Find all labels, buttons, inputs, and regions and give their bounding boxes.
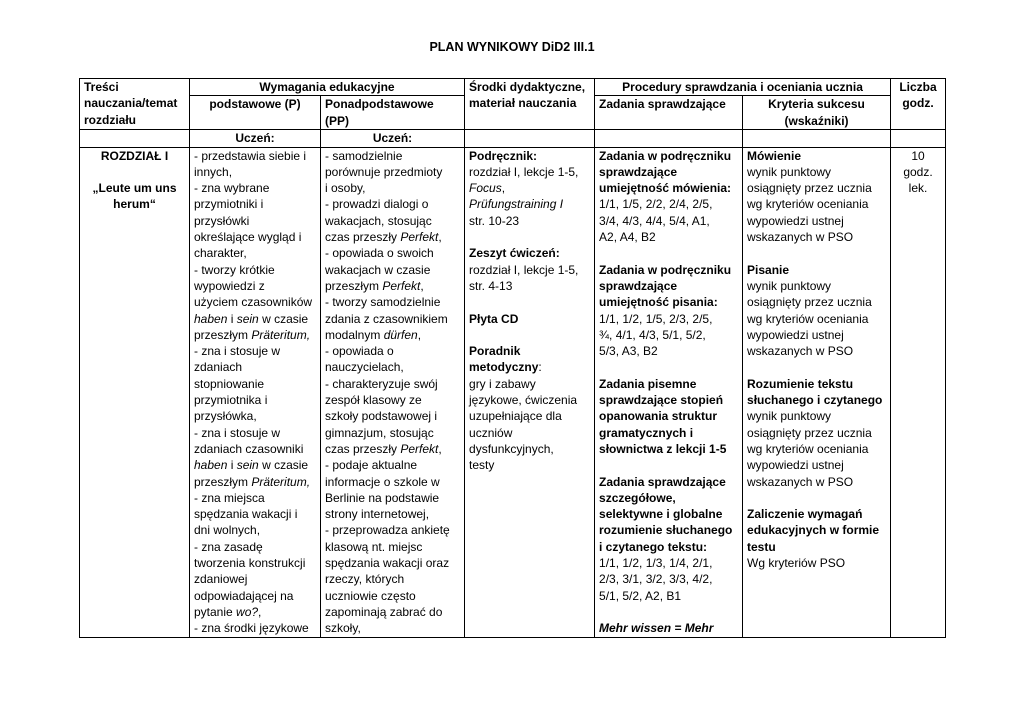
text-line: szczegółowe, (599, 490, 676, 505)
text-line: tworzenia konstrukcji (194, 556, 306, 571)
text-line: uczniowie często (325, 588, 416, 603)
text-line: - tworzy krótkie (194, 262, 275, 277)
text-line: wypowiedzi z (194, 278, 265, 293)
empty-cell (595, 130, 743, 147)
text-line (469, 327, 590, 343)
text-line: - charakteryzuje swój (325, 376, 438, 391)
text-line: przysłówka, (194, 409, 257, 424)
text-line: Rozumienie tekstu (747, 376, 854, 391)
text-line: modalnym dürfen, (325, 327, 422, 342)
text-line: wynik punktowy (747, 164, 832, 179)
header-procedury: Procedury sprawdzania i oceniania ucznia (595, 79, 891, 96)
text-line: haben i sein w czasie (194, 311, 309, 326)
text-line: umiejętność mówienia: (599, 181, 732, 196)
text-line: Berlinie na podstawie (325, 490, 440, 505)
page-title: PLAN WYNIKOWY DiD2 III.1 (429, 40, 595, 54)
text-line: zdaniach (194, 360, 243, 375)
uczen-label-pp: Uczeń: (321, 130, 465, 147)
text-line: wskazanych w PSO (747, 344, 854, 359)
text-line: 1/1, 1/2, 1/3, 1/4, 2/1, (599, 556, 713, 571)
text-line: przymiotnika i (194, 393, 268, 408)
text-line: nauczycielach, (325, 360, 404, 375)
text-line: sprawdzające stopień (599, 393, 724, 408)
text-line: - prowadzi dialogi o (325, 197, 429, 212)
text-line: Prüfungstraining I (469, 197, 564, 212)
kryteria-cell (743, 147, 891, 637)
text-line: - przeprowadza ankietę (325, 523, 450, 538)
text-line: rozdział I, lekcje 1-5, (469, 164, 579, 179)
text-line: użyciem czasowników (194, 295, 313, 310)
podstawowe-cell (190, 147, 321, 637)
header-srodki: Środki dydaktyczne, materiał nauczania (465, 79, 595, 130)
empty-cell (80, 130, 190, 147)
text-line: osiągnięty przez ucznia (747, 181, 872, 196)
text-line: Zadania sprawdzające (599, 474, 726, 489)
text-line: słuchanego i czytanego (747, 393, 883, 408)
text-line: i osoby, (325, 181, 366, 196)
text-line: dni wolnych, (194, 523, 261, 538)
text-line: testy (469, 458, 495, 473)
text-line: słownictwa z lekcji 1-5 (599, 441, 727, 456)
text-line: wskazanych w PSO (747, 230, 854, 245)
text-line: str. 10-23 (469, 213, 520, 228)
text-line: opanowania struktur (599, 409, 718, 424)
text-line: wg kryteriów oceniania (747, 441, 869, 456)
text-line: rozdział I, lekcje 1-5, (469, 262, 579, 277)
text-line: Zadania w podręczniku (599, 148, 732, 163)
text-line: przymiotniki i (194, 197, 264, 212)
text-line: - samodzielnie (325, 148, 403, 163)
text-line: metodyczny: (469, 360, 542, 375)
text-line: testu (747, 539, 776, 554)
text-line: strony internetowej, (325, 507, 430, 522)
text-line: gimnazjum, stosując (325, 425, 434, 440)
text-line: informacje o szkole w (325, 474, 440, 489)
uczen-label-p: Uczeń: (190, 130, 321, 147)
text-line: dysfunkcyjnych, (469, 441, 554, 456)
text-line (599, 359, 738, 375)
text-line: czas przeszły Perfekt, (325, 230, 442, 245)
zadania-cell (595, 147, 743, 637)
text-line: edukacyjnych w formie (747, 523, 880, 538)
text-line: przeszłym Präteritum, (194, 474, 311, 489)
text-line: 3/4, 4/3, 4/4, 5/4, A1, (599, 213, 710, 228)
text-line: przeszłym Perfekt, (325, 278, 424, 293)
text-line: osiągnięty przez ucznia (747, 295, 872, 310)
plan-table (79, 78, 946, 638)
srodki-cell (465, 147, 595, 637)
text-line: Zadania w podręczniku (599, 262, 732, 277)
text-line: Podręcznik: (469, 148, 538, 163)
text-line: - zna i stosuje w (194, 344, 281, 359)
text-line: Zaliczenie wymagań (747, 507, 863, 522)
text-line: innych, (194, 164, 233, 179)
text-line: 5/3, A3, B2 (599, 344, 658, 359)
text-line: przeszłym Präteritum, (194, 327, 311, 342)
rozdzial-name: ROZDZIAŁ I (100, 148, 169, 163)
text-line: - zna wybrane (194, 181, 270, 196)
text-line: rozumienie słuchanego (599, 523, 733, 538)
rozdzial-topic: „Leute um uns (92, 181, 177, 196)
text-line: czas przeszły Perfekt, (325, 441, 442, 456)
header-ponadpodstawowe: Ponadpodstawowe (PP) (321, 96, 465, 130)
text-line (599, 604, 738, 620)
empty-cell (743, 130, 891, 147)
text-line: - zna środki językowe (194, 621, 309, 636)
text-line (599, 245, 738, 261)
text-line: językowe, ćwiczenia (469, 393, 578, 408)
text-line: wg kryteriów oceniania (747, 197, 869, 212)
text-line: uczniów (469, 425, 513, 440)
text-line: sprawdzające (599, 164, 678, 179)
text-line: A2, A4, B2 (599, 230, 656, 245)
text-line (747, 359, 886, 375)
text-line: zdaniowej (194, 572, 248, 587)
text-line: 1/1, 1/5, 2/2, 2/4, 2/5, (599, 197, 713, 212)
text-line: i czytanego tekstu: (599, 539, 708, 554)
empty-cell (891, 130, 946, 147)
text-line: 2/3, 3/1, 3/2, 3/3, 4/2, (599, 572, 713, 587)
text-line: Poradnik (469, 344, 521, 359)
text-line (599, 457, 738, 473)
text-line: wypowiedzi ustnej (747, 213, 844, 228)
text-line: zdaniach czasowniki (194, 441, 304, 456)
header-kryteria: Kryteria sukcesu (wskaźniki) (743, 96, 891, 130)
text-line: wakacjach w czasie (325, 262, 431, 277)
text-line: Wg kryteriów PSO (747, 556, 846, 571)
text-line: gramatycznych i (599, 425, 694, 440)
empty-cell (465, 130, 595, 147)
header-zadania: Zadania sprawdzające (595, 96, 743, 130)
text-line (747, 490, 886, 506)
text-line: haben i sein w czasie (194, 458, 309, 473)
text-line: odpowiadającej na (194, 588, 294, 603)
text-line: wypowiedzi ustnej (747, 327, 844, 342)
hours-cell: 10 godz. lek. (891, 147, 946, 637)
text-line: wg kryteriów oceniania (747, 311, 869, 326)
text-line: selektywne i globalne (599, 507, 723, 522)
text-line: Focus, (469, 181, 506, 196)
text-line: zdania z czasownikiem (325, 311, 448, 326)
text-line: porównuje przedmioty (325, 164, 443, 179)
text-line: ¾, 4/1, 4/3, 5/1, 5/2, (599, 327, 706, 342)
text-line: Płyta CD (469, 311, 519, 326)
text-line: określające wygląd i (194, 230, 302, 245)
text-line: stopniowanie (194, 376, 265, 391)
text-line: - opowiada o swoich (325, 246, 434, 261)
text-line: Pisanie (747, 262, 790, 277)
text-line: uzupełniające dla (469, 409, 562, 424)
header-wymagania: Wymagania edukacyjne (190, 79, 465, 96)
text-line: 5/1, 5/2, A2, B1 (599, 588, 682, 603)
text-line: zespół klasowy ze (325, 393, 422, 408)
text-line: wakacjach, stosując (325, 213, 432, 228)
text-line: wypowiedzi ustnej (747, 458, 844, 473)
text-line: - zna i stosuje w (194, 425, 281, 440)
text-line: klasową nt. miejsc (325, 539, 423, 554)
text-line: osiągnięty przez ucznia (747, 425, 872, 440)
text-line (469, 294, 590, 310)
text-line (747, 245, 886, 261)
text-line: Zadania pisemne (599, 376, 697, 391)
text-line: - podaje aktualne (325, 458, 418, 473)
text-line: str. 4-13 (469, 278, 513, 293)
text-line: spędzania wakacji oraz (325, 556, 450, 571)
text-line: - opowiada o (325, 344, 394, 359)
text-line: wskazanych w PSO (747, 474, 854, 489)
text-line (469, 229, 590, 245)
header-tresci: Treści nauczania/temat rozdziału (80, 79, 190, 130)
text-line: szkoły, (325, 621, 361, 636)
text-line: 1/1, 1/2, 1/5, 2/3, 2/5, (599, 311, 713, 326)
text-line: spędzania wakacji i (194, 507, 298, 522)
ponadpodstawowe-cell (321, 147, 465, 637)
text-line: umiejętność pisania: (599, 295, 718, 310)
text-line: - zna zasadę (194, 539, 263, 554)
text-line: Mówienie (747, 148, 802, 163)
text-line: - przedstawia siebie i (194, 148, 307, 163)
header-liczba: Liczba godz. (891, 79, 946, 130)
text-line: - zna miejsca (194, 490, 265, 505)
text-line: rzeczy, których (325, 572, 405, 587)
text-line: zapominają zabrać do (325, 604, 443, 619)
header-podstawowe: podstawowe (P) (190, 96, 321, 130)
text-line: szkoły podstawowej i (325, 409, 438, 424)
text-line: gry i zabawy (469, 376, 536, 391)
text-line: Zeszyt ćwiczeń: (469, 246, 560, 261)
text-line: - tworzy samodzielnie (325, 295, 441, 310)
text-line: przysłówki (194, 213, 250, 228)
text-line: Mehr wissen = Mehr (599, 621, 714, 636)
text-line: wynik punktowy (747, 409, 832, 424)
text-line: charakter, (194, 246, 247, 261)
rozdzial-cell: ROZDZIAŁ I „Leute um uns herum“ (80, 147, 190, 637)
text-line: wynik punktowy (747, 278, 832, 293)
text-line: sprawdzające (599, 278, 678, 293)
text-line: pytanie wo?, (194, 604, 262, 619)
